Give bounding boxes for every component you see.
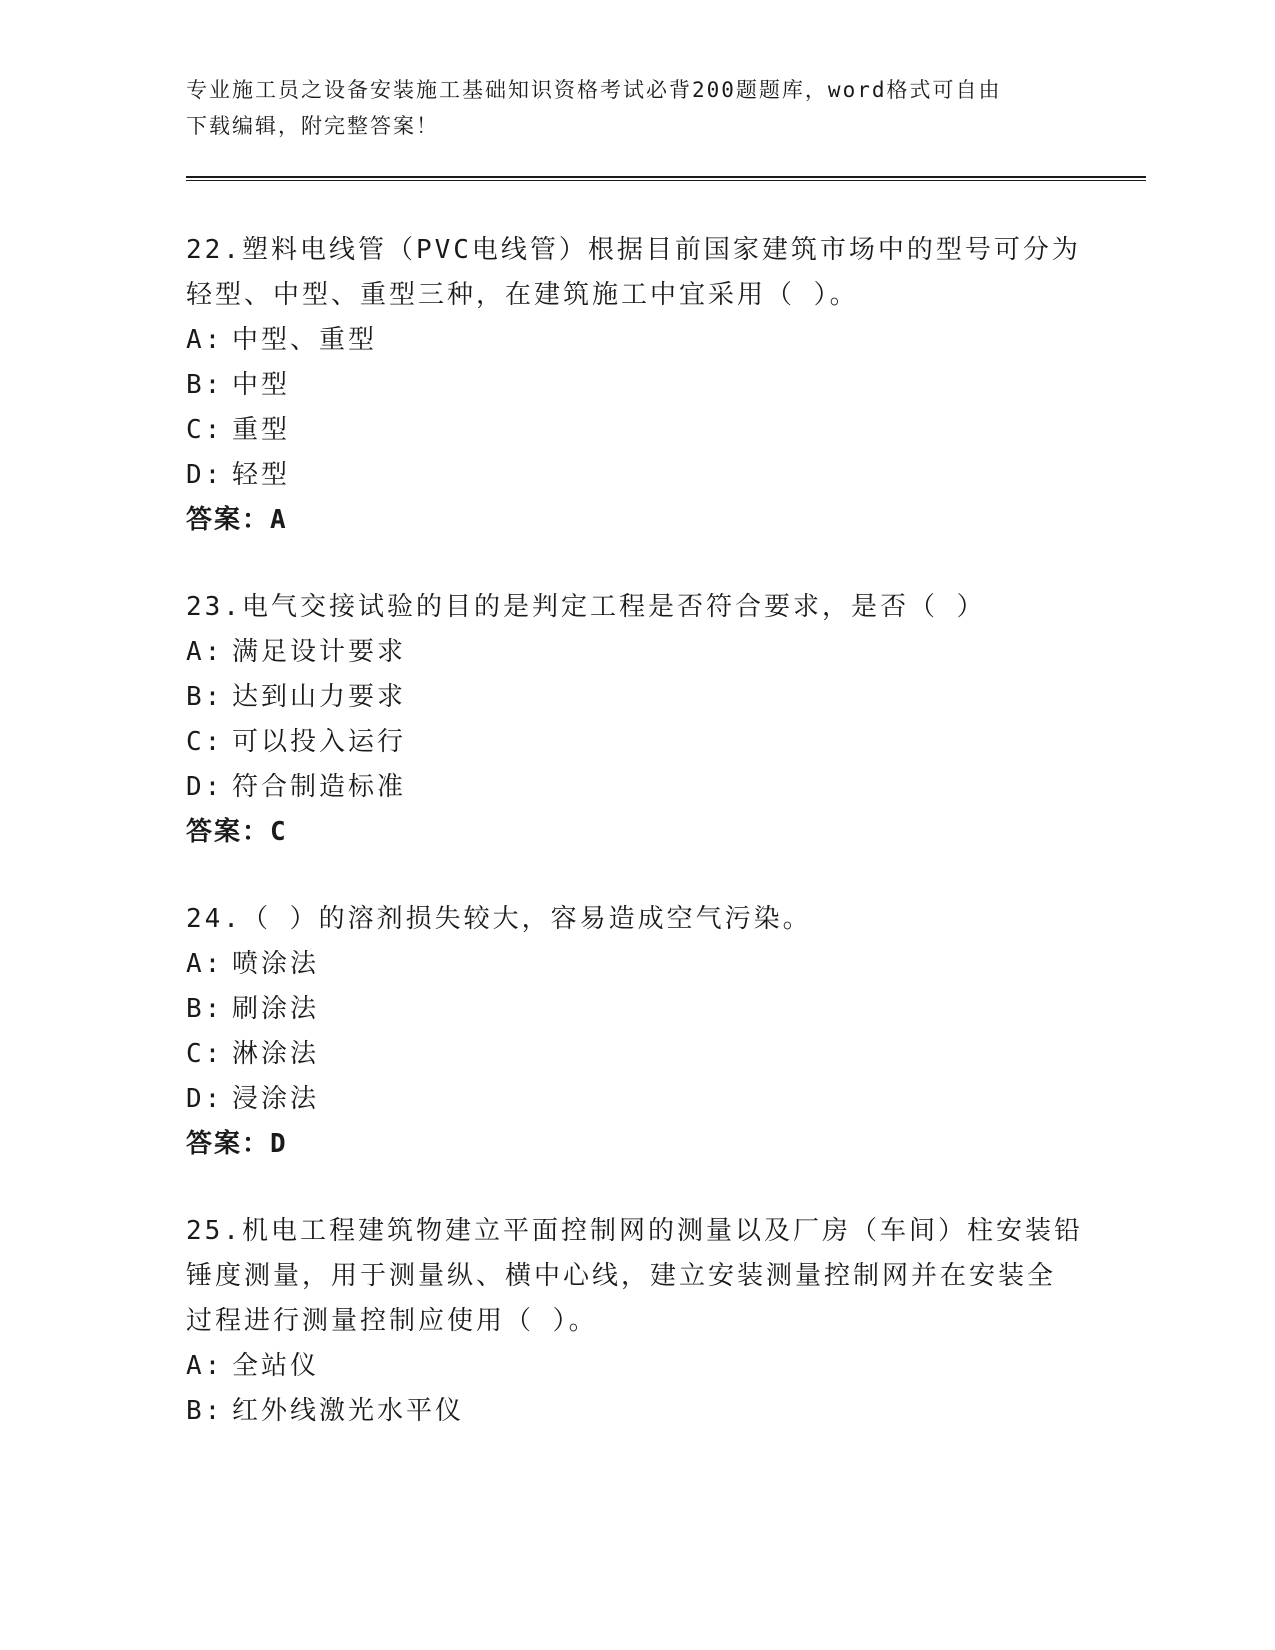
answer-line: 答案：C xyxy=(186,817,288,847)
option-a xyxy=(186,942,1086,987)
option-letter: D: xyxy=(186,460,224,490)
option-text: 重型 xyxy=(232,415,291,445)
option-c xyxy=(186,1032,1086,1077)
option-letter: C: xyxy=(186,727,224,757)
question-stem: 过程进行测量控制应使用（ ）。 xyxy=(186,1306,598,1336)
option-letter: B: xyxy=(186,1396,224,1426)
document-header xyxy=(186,72,1066,144)
option-b xyxy=(186,1389,1086,1434)
option-letter: D: xyxy=(186,772,224,802)
option-text: 浸涂法 xyxy=(232,1084,320,1114)
option-text: 全站仪 xyxy=(232,1351,320,1381)
option-text: 喷涂法 xyxy=(232,949,320,979)
question-stem: 25.机电工程建筑物建立平面控制网的测量以及厂房（车间）柱安装铅 xyxy=(186,1216,1083,1246)
option-b xyxy=(186,987,1086,1032)
question-stem: 23.电气交接试验的目的是判定工程是否符合要求，是否（ ） xyxy=(186,592,986,622)
option-letter: A: xyxy=(186,637,224,667)
option-d xyxy=(186,765,1086,810)
option-text: 轻型 xyxy=(232,460,291,490)
option-text: 符合制造标准 xyxy=(232,772,407,802)
option-d xyxy=(186,453,1086,498)
question-stem: 24.（ ）的溶剂损失较大，容易造成空气污染。 xyxy=(186,904,812,934)
option-text: 红外线激光水平仪 xyxy=(232,1396,465,1426)
question-24 xyxy=(186,897,1086,1167)
answer-line: 答案：A xyxy=(186,505,288,535)
option-c xyxy=(186,408,1086,453)
option-c xyxy=(186,720,1086,765)
option-letter: A: xyxy=(186,325,224,355)
option-b xyxy=(186,675,1086,720)
option-text: 达到山力要求 xyxy=(232,682,407,712)
question-22 xyxy=(186,228,1086,543)
option-letter: B: xyxy=(186,994,224,1024)
question-23 xyxy=(186,585,1086,855)
option-text: 中型、重型 xyxy=(232,325,378,355)
header-divider xyxy=(186,176,1146,181)
option-text: 淋涂法 xyxy=(232,1039,320,1069)
option-letter: A: xyxy=(186,949,224,979)
header-line-1: 专业施工员之设备安装施工基础知识资格考试必背200题题库，word格式可自由 xyxy=(186,78,1002,102)
option-text: 中型 xyxy=(232,370,291,400)
option-text: 满足设计要求 xyxy=(232,637,407,667)
option-letter: D: xyxy=(186,1084,224,1114)
option-letter: B: xyxy=(186,370,224,400)
option-letter: C: xyxy=(186,1039,224,1069)
option-text: 可以投入运行 xyxy=(232,727,407,757)
question-stem: 锤度测量，用于测量纵、横中心线，建立安装测量控制网并在安装全 xyxy=(186,1261,1057,1291)
question-stem: 22.塑料电线管（PVC电线管）根据目前国家建筑市场中的型号可分为 xyxy=(186,235,1081,265)
option-text: 刷涂法 xyxy=(232,994,320,1024)
option-letter: B: xyxy=(186,682,224,712)
option-a xyxy=(186,1344,1086,1389)
option-letter: C: xyxy=(186,415,224,445)
option-a xyxy=(186,318,1086,363)
option-d xyxy=(186,1077,1086,1122)
option-letter: A: xyxy=(186,1351,224,1381)
option-b xyxy=(186,363,1086,408)
question-list xyxy=(186,228,1086,1476)
option-a xyxy=(186,630,1086,675)
header-line-2: 下载编辑，附完整答案！ xyxy=(186,114,439,138)
answer-line: 答案：D xyxy=(186,1129,288,1159)
question-stem: 轻型、中型、重型三种，在建筑施工中宜采用（ ）。 xyxy=(186,280,859,310)
question-25 xyxy=(186,1209,1086,1434)
